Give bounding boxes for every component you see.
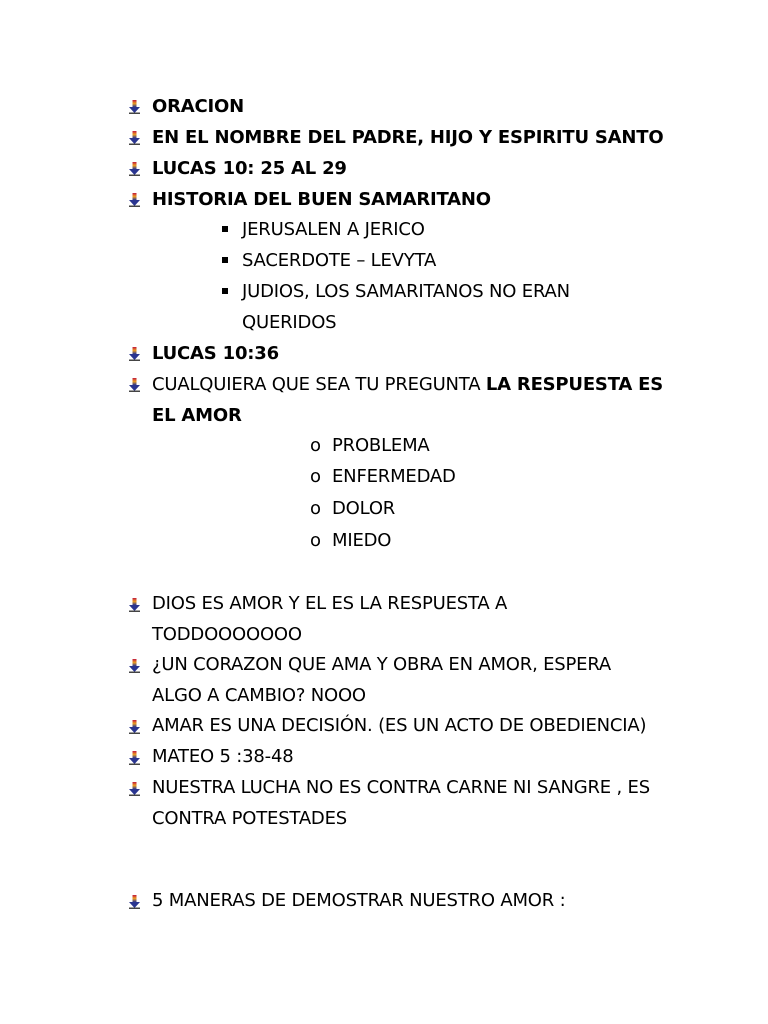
circle-bullet-icon: o <box>310 435 322 456</box>
bullet-amar-decision: AMAR ES UNA DECISIÓN. (ES UN ACTO DE OBEDIENCIA) <box>152 715 647 736</box>
square-bullet-icon <box>222 288 228 294</box>
bullet-oracion: ORACION <box>152 96 244 117</box>
bullet-cualquiera-text: CUALQUIERA QUE SEA TU PREGUNTA <box>152 374 486 395</box>
arrow-bullet-icon <box>129 193 140 207</box>
bullet-5-maneras: 5 MANERAS DE DEMOSTRAR NUESTRO AMOR : <box>152 890 566 911</box>
bullet-el-amor: EL AMOR <box>152 405 242 426</box>
sub-item-sacerdote: SACERDOTE – LEVYTA <box>242 250 437 271</box>
bullet-lucas-10-36: LUCAS 10:36 <box>152 343 279 364</box>
sub-item-judios-cont: QUERIDOS <box>242 312 337 333</box>
circle-item-enfermedad: ENFERMEDAD <box>332 466 456 487</box>
bullet-respuesta-bold: LA RESPUESTA ES <box>485 374 664 395</box>
circle-bullet-icon: o <box>310 530 322 551</box>
arrow-bullet-icon <box>129 751 140 765</box>
bullet-lucas-10-25: LUCAS 10: 25 AL 29 <box>152 158 347 179</box>
bullet-dios-es-amor: DIOS ES AMOR Y EL ES LA RESPUESTA A <box>152 593 508 614</box>
bullet-dios-es-amor-cont: TODDOOOOOOO <box>152 624 302 645</box>
circle-item-problema: PROBLEMA <box>332 435 430 456</box>
bullet-nuestra-lucha: NUESTRA LUCHA NO ES CONTRA CARNE NI SANGRE , ES <box>152 777 650 798</box>
sub-item-judios: JUDIOS, LOS SAMARITANOS NO ERAN <box>242 281 570 302</box>
circle-item-miedo: MIEDO <box>332 530 392 551</box>
arrow-bullet-icon <box>129 378 140 392</box>
bullet-corazon-cont: ALGO A CAMBIO? NOOO <box>152 685 366 706</box>
bullet-nombre-padre: EN EL NOMBRE DEL PADRE, HIJO Y ESPIRITU SANTO <box>152 127 664 148</box>
bullet-historia-samaritano: HISTORIA DEL BUEN SAMARITANO <box>152 189 491 210</box>
square-bullet-icon <box>222 257 228 263</box>
bullet-mateo: MATEO 5 :38-48 <box>152 746 294 767</box>
arrow-bullet-icon <box>129 720 140 734</box>
bullet-nuestra-lucha-cont: CONTRA POTESTADES <box>152 808 347 829</box>
arrow-bullet-icon <box>129 100 140 114</box>
arrow-bullet-icon <box>129 598 140 612</box>
bullet-corazon: ¿UN CORAZON QUE AMA Y OBRA EN AMOR, ESPERA <box>152 654 612 675</box>
arrow-bullet-icon <box>129 782 140 796</box>
circle-bullet-icon: o <box>310 466 322 487</box>
circle-bullet-icon: o <box>310 498 322 519</box>
arrow-bullet-icon <box>129 895 140 909</box>
arrow-bullet-icon <box>129 347 140 361</box>
arrow-bullet-icon <box>129 162 140 176</box>
sub-item-jerusalen: JERUSALEN A JERICO <box>242 219 425 240</box>
bullet-cualquiera <box>152 369 663 400</box>
square-bullet-icon <box>222 226 228 232</box>
circle-item-dolor: DOLOR <box>332 498 396 519</box>
arrow-bullet-icon <box>129 131 140 145</box>
arrow-bullet-icon <box>129 659 140 673</box>
